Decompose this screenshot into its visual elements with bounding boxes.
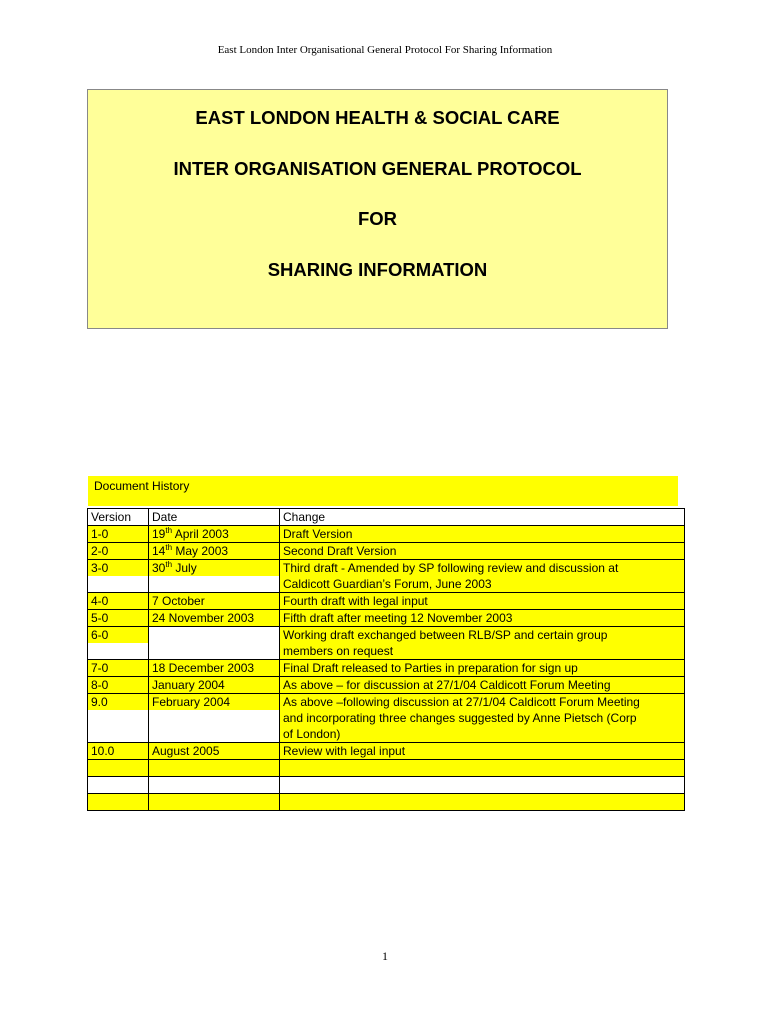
table-row	[88, 560, 685, 593]
title-box	[87, 89, 668, 329]
row-date: 30th July	[149, 560, 279, 576]
table-row	[88, 543, 685, 560]
row-change: Fifth draft after meeting 12 November 2003	[283, 611, 513, 625]
table-row	[88, 627, 685, 660]
table-row	[88, 593, 685, 610]
table-row-empty	[88, 794, 685, 811]
running-header: East London Inter Organisational General Protocol For Sharing Information	[217, 44, 553, 56]
row-version: 3-0	[88, 560, 148, 576]
table-row	[88, 660, 685, 677]
row-version: 8-0	[91, 678, 109, 692]
row-version: 1-0	[91, 527, 109, 541]
row-change: As above –following discussion at 27/1/04 Caldicott Forum Meeting and incorporating three changes suggested by Anne Pietsch (Corp of London)	[283, 695, 640, 741]
row-version: 6-0	[88, 627, 148, 643]
row-change: Final Draft released to Parties in preparation for sign up	[283, 661, 578, 675]
row-change: Second Draft Version	[283, 544, 397, 558]
document-history-label: Document History	[88, 476, 678, 506]
row-version: 2-0	[91, 544, 109, 558]
row-date: August 2005	[152, 744, 220, 758]
title-line-4: SHARING INFORMATION	[267, 259, 488, 280]
row-change: As above – for discussion at 27/1/04 Caldicott Forum Meeting	[283, 678, 611, 692]
row-version: 7-0	[91, 661, 109, 675]
title-line-2: INTER ORGANISATION GENERAL PROTOCOL	[173, 158, 582, 179]
document-history-table	[87, 508, 685, 811]
row-date: January 2004	[152, 678, 225, 692]
row-date: 18 December 2003	[152, 661, 255, 675]
row-change: Draft Version	[283, 527, 353, 541]
table-row	[88, 610, 685, 627]
header-date: Date	[152, 510, 178, 524]
row-date: 14th May 2003	[152, 543, 229, 558]
row-change: Working draft exchanged between RLB/SP and certain group members on request	[283, 628, 608, 658]
row-date: 7 October	[152, 594, 205, 608]
table-row-empty	[88, 777, 685, 794]
table-header-row	[88, 509, 685, 526]
table-row	[88, 694, 685, 743]
table-row	[88, 677, 685, 694]
title-line-3: FOR	[357, 208, 398, 229]
row-change: Fourth draft with legal input	[283, 594, 428, 608]
row-date: 24 November 2003	[152, 611, 255, 625]
table-row	[88, 743, 685, 760]
row-change: Third draft - Amended by SP following review and discussion at Caldicott Guardian’s Forum, June 2003	[283, 561, 619, 591]
row-date: 19th April 2003	[152, 526, 229, 541]
header-version: Version	[91, 510, 132, 524]
row-version: 10.0	[91, 744, 115, 758]
row-version: 5-0	[91, 611, 109, 625]
row-version: 9.0	[88, 694, 148, 710]
page-number: 1	[382, 949, 388, 963]
row-date: February 2004	[149, 694, 279, 710]
row-version: 4-0	[91, 594, 109, 608]
row-change: Review with legal input	[283, 744, 406, 758]
header-change: Change	[283, 510, 326, 524]
table-row	[88, 526, 685, 543]
title-line-1: EAST LONDON HEALTH & SOCIAL CARE	[195, 107, 560, 128]
table-row-empty	[88, 760, 685, 777]
